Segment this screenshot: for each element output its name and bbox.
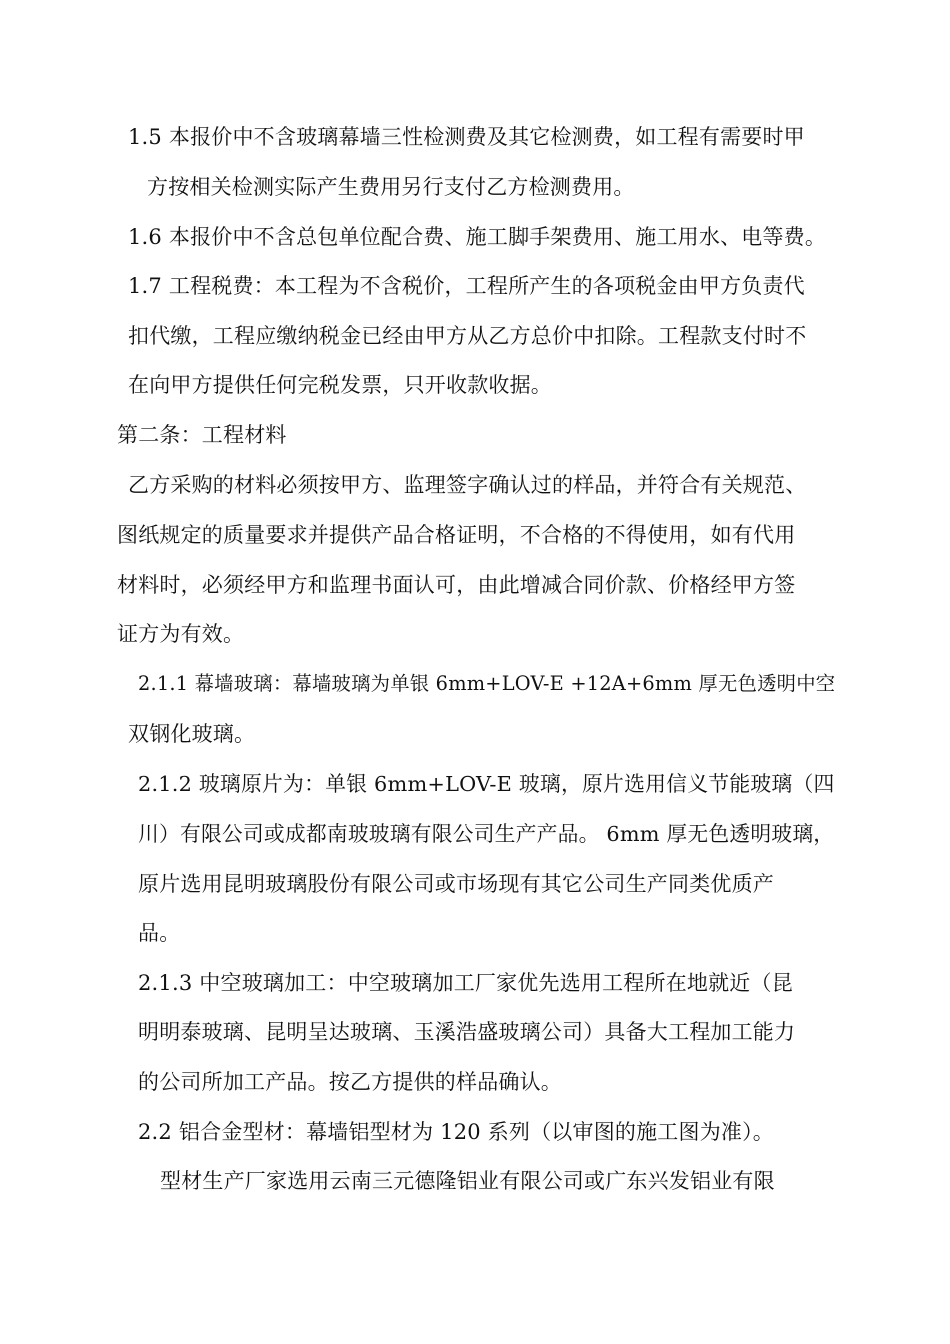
text-line: 2.1.1 幕墙玻璃：幕墙玻璃为单银 6mm+LOV-E +12A+6mm 厚无色透明中空: [138, 672, 836, 695]
text-line: 明明泰玻璃、昆明呈达玻璃、玉溪浩盛玻璃公司）具备大工程加工能力: [138, 1020, 796, 1044]
text-line: 原片选用昆明玻璃股份有限公司或市场现有其它公司生产同类优质产: [138, 872, 774, 896]
text-line: 证方为有效。: [117, 622, 245, 646]
text-line: 材料时，必须经甲方和监理书面认可，由此增减合同价款、价格经甲方签: [117, 573, 796, 597]
text-line: 型材生产厂家选用云南三元德隆铝业有限公司或广东兴发铝业有限: [160, 1169, 775, 1193]
text-line: 乙方采购的材料必须按甲方、监理签字确认过的样品，并符合有关规范、: [128, 473, 807, 497]
text-line: 在向甲方提供任何完税发票，只开收款收据。: [128, 373, 552, 397]
text-line: 1.7 工程税费：本工程为不含税价，工程所产生的各项税金由甲方负责代: [128, 274, 805, 298]
text-line: 图纸规定的质量要求并提供产品合格证明，不合格的不得使用，如有代用: [117, 523, 796, 547]
text-line: 2.1.3 中空玻璃加工：中空玻璃加工厂家优先选用工程所在地就近（昆: [138, 971, 793, 995]
text-line: 方按相关检测实际产生费用另行支付乙方检测费用。: [147, 175, 635, 199]
text-line: 品。: [138, 921, 181, 945]
text-line: 的公司所加工产品。按乙方提供的样品确认。: [138, 1070, 562, 1094]
text-line: 扣代缴，工程应缴纳税金已经由甲方从乙方总价中扣除。工程款支付时不: [128, 324, 807, 348]
text-line: 2.2 铝合金型材：幕墙铝型材为 120 系列（以审图的施工图为准）。: [138, 1120, 775, 1144]
text-line: 双钢化玻璃。: [128, 722, 256, 746]
text-line: 川）有限公司或成都南玻玻璃有限公司生产产品。 6mm 厚无色透明玻璃，: [138, 822, 835, 846]
section-heading: 第二条：工程材料: [117, 423, 287, 447]
text-line: 1.6 本报价中不含总包单位配合费、施工脚手架费用、施工用水、电等费。: [128, 225, 827, 249]
text-line: 2.1.2 玻璃原片为：单银 6mm+LOV-E 玻璃，原片选用信义节能玻璃（四: [138, 772, 835, 796]
text-line: 1.5 本报价中不含玻璃幕墙三性检测费及其它检测费，如工程有需要时甲: [128, 125, 805, 149]
